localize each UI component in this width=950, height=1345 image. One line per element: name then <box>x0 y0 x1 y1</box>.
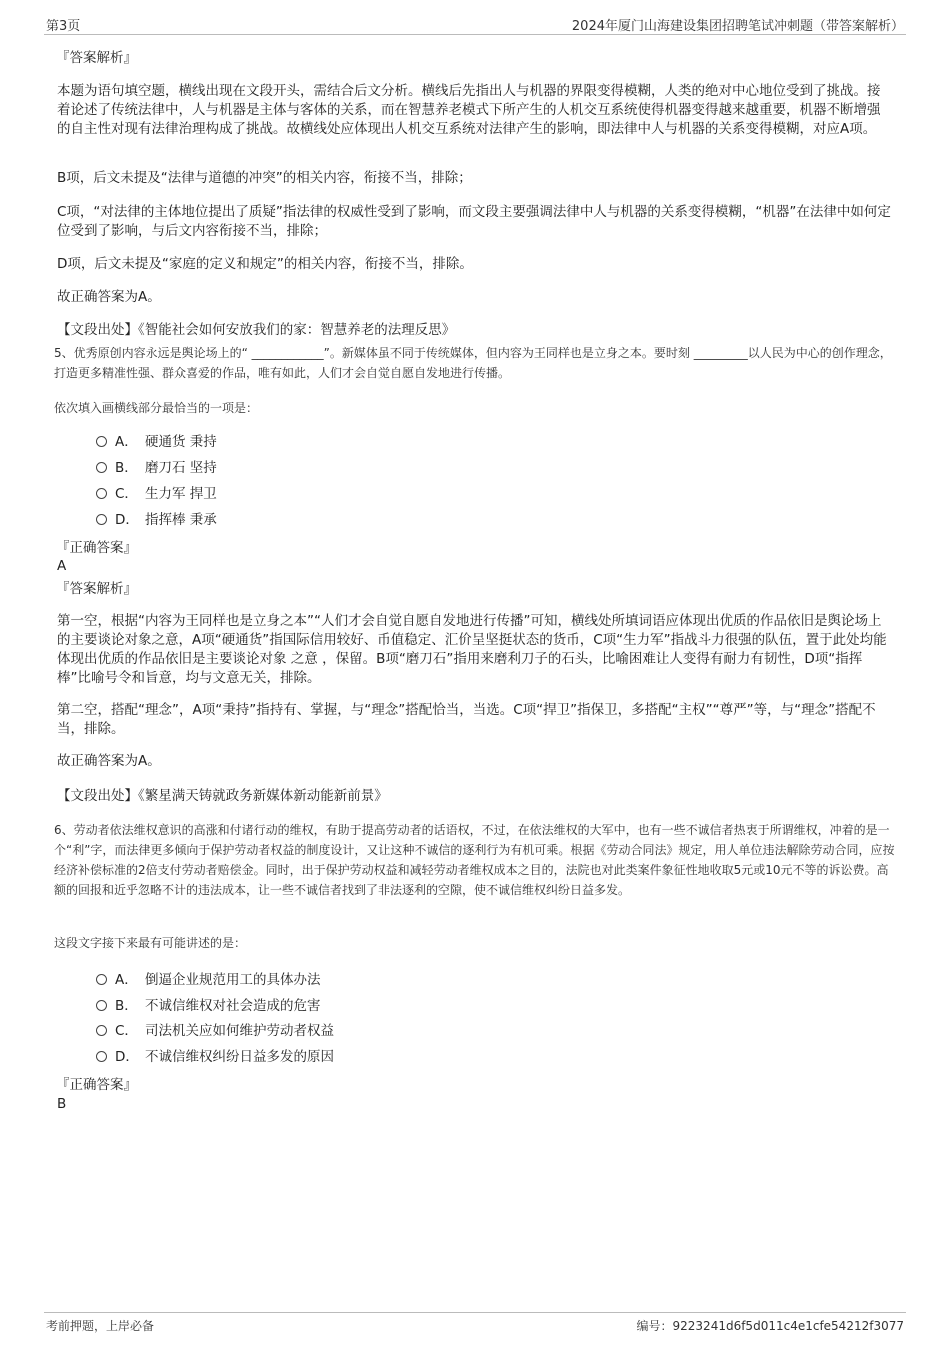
q4-analysis-paragraph-1: 本题为语句填空题，横线出现在文段开头，需结合后文分析。横线后先指出人与机器的界限变得模糊，人类的绝对中心地位受到了挑战。接着论述了传统法律中，人与机器是主体与客体的关系，而在智慧养老模式下所产生的人机交互系统使得机器变得越来越重要，机器不断增强的自主性对现有法律治理构成了挑战。故横线处应体现出人机交互系统对法律产生的影响，即法律中人与机器的关系变得模糊，对应A项。 <box>57 83 881 137</box>
document-id: 编号：9223241d6f5d011c4e1cfe54212f3077 <box>636 1319 904 1333</box>
q6-answer-title: 『正确答案』 <box>56 1077 137 1093</box>
q6-option-d[interactable]: D． 不诚信维权纠纷日益多发的原因 <box>96 1048 334 1067</box>
radio-button-icon[interactable] <box>96 974 107 985</box>
q4-source: 【文段出处】《智能社会如何安放我们的家：智慧养老的法理反思》 <box>57 322 456 338</box>
q5-answer-title: 『正确答案』 <box>56 540 137 556</box>
page-footer <box>44 1312 906 1333</box>
q4-analysis-title: 『答案解析』 <box>56 50 137 66</box>
footer-slogan: 考前押题，上岸必备 <box>46 1319 155 1333</box>
q5-answer: A <box>57 558 67 574</box>
q6-stem: 6、劳动者依法维权意识的高涨和付诸行动的维权，有助于提高劳动者的话语权，不过，在依法维权的大军中，也有一些不诚信者热衷于所谓维权，冲着的是一个“利”字，而法律更多倾向于保护劳动者权益的制度设计，又让这种不诚信的逐利行为有机可乘。根据《劳动合同法》规定，用人单位违法解除劳动合同，应按经济补偿标准的2倍支付劳动者赔偿金。同时，出于保护劳动权益和减轻劳动者维权成本之目的，法院也对此类案件象征性地收取5元或10元不等的诉讼费。高额的回报和近乎忽略不计的违法成本，让一些不诚信者找到了非法逐利的空隙，使不诚信维权纠纷日益多发。 <box>54 823 895 897</box>
q4-analysis-paragraph-3: C项，“对法律的主体地位提出了质疑”指法律的权威性受到了影响，而文段主要强调法律中人与机器的关系变得模糊，“机器”在法律中如何定位受到了影响，与后文内容衔接不当，排除； <box>57 204 891 239</box>
q4-analysis-paragraph-2: B项，后文未提及“法律与道德的冲突”的相关内容，衔接不当，排除； <box>57 170 472 186</box>
q5-stem: 5、优秀原创内容永远是舆论场上的“ ____________”。新媒体虽不同于传统媒体，但内容为王同样也是立身之本。要时刻 _________以人民为中心的创作理念，打造更多精准性强、群众喜爱的作品，唯有如此，人们才会自觉自愿自发地进行传播。 <box>54 346 892 380</box>
q5-analysis-paragraph-2: 第二空，搭配“理念”，A项“秉持”指持有、掌握，与“理念”搭配恰当，当选。C项“捍卫”指保卫，多搭配“主权”“尊严”等，与“理念”搭配不当，排除。 <box>57 702 876 737</box>
q5-option-b[interactable]: B． 磨刀石 坚持 <box>96 459 217 478</box>
page-header <box>44 14 906 35</box>
radio-button-icon[interactable] <box>96 1000 107 1011</box>
q4-conclusion: 故正确答案为A。 <box>57 289 161 305</box>
page-number: 第3页 <box>46 19 81 34</box>
q6-answer: B <box>57 1096 67 1112</box>
radio-button-icon[interactable] <box>96 436 107 447</box>
radio-button-icon[interactable] <box>96 1025 107 1036</box>
q5-analysis-paragraph-1: 第一空，根据“内容为王同样也是立身之本”“人们才会自觉自愿自发地进行传播”可知，横线处所填词语应体现出优质的作品依旧是舆论场上的主要谈论对象之意，A项“硬通货”指国际信用较好、币值稳定、汇价呈坚挺状态的货币，C项“生力军”指战斗力很强的队伍，置于此处均能体现出优质的作品依旧是主要谈论对象 之意 ，保留。B项“磨刀石”指用来磨利刀子的石头，比喻困难让人变得有耐力有韧性，D项“指挥棒”比喻号令和旨意，均与文意无关，排除。 <box>57 613 887 686</box>
q6-option-b[interactable]: B． 不诚信维权对社会造成的危害 <box>96 997 321 1016</box>
q6-option-a[interactable]: A． 倒逼企业规范用工的具体办法 <box>96 971 321 990</box>
q5-prompt: 依次填入画横线部分最恰当的一项是： <box>54 401 259 415</box>
radio-button-icon[interactable] <box>96 514 107 525</box>
q4-analysis-paragraph-4: D项，后文未提及“家庭的定义和规定”的相关内容，衔接不当，排除。 <box>57 256 473 272</box>
q5-analysis-title: 『答案解析』 <box>56 581 137 597</box>
q5-source: 【文段出处】《繁星满天铸就政务新媒体新动能新前景》 <box>57 788 388 804</box>
radio-button-icon[interactable] <box>96 488 107 499</box>
q6-option-c[interactable]: C． 司法机关应如何维护劳动者权益 <box>96 1022 334 1041</box>
radio-button-icon[interactable] <box>96 462 107 473</box>
q5-option-c[interactable]: C． 生力军 捍卫 <box>96 485 217 504</box>
q5-option-d[interactable]: D． 指挥棒 秉承 <box>96 511 217 530</box>
q5-option-a[interactable]: A． 硬通货 秉持 <box>96 433 217 452</box>
q6-prompt: 这段文字接下来最有可能讲述的是： <box>54 936 247 950</box>
document-title: 2024年厦门山海建设集团招聘笔试冲刺题（带答案解析） <box>571 19 904 34</box>
q5-conclusion: 故正确答案为A。 <box>57 753 161 769</box>
radio-button-icon[interactable] <box>96 1051 107 1062</box>
